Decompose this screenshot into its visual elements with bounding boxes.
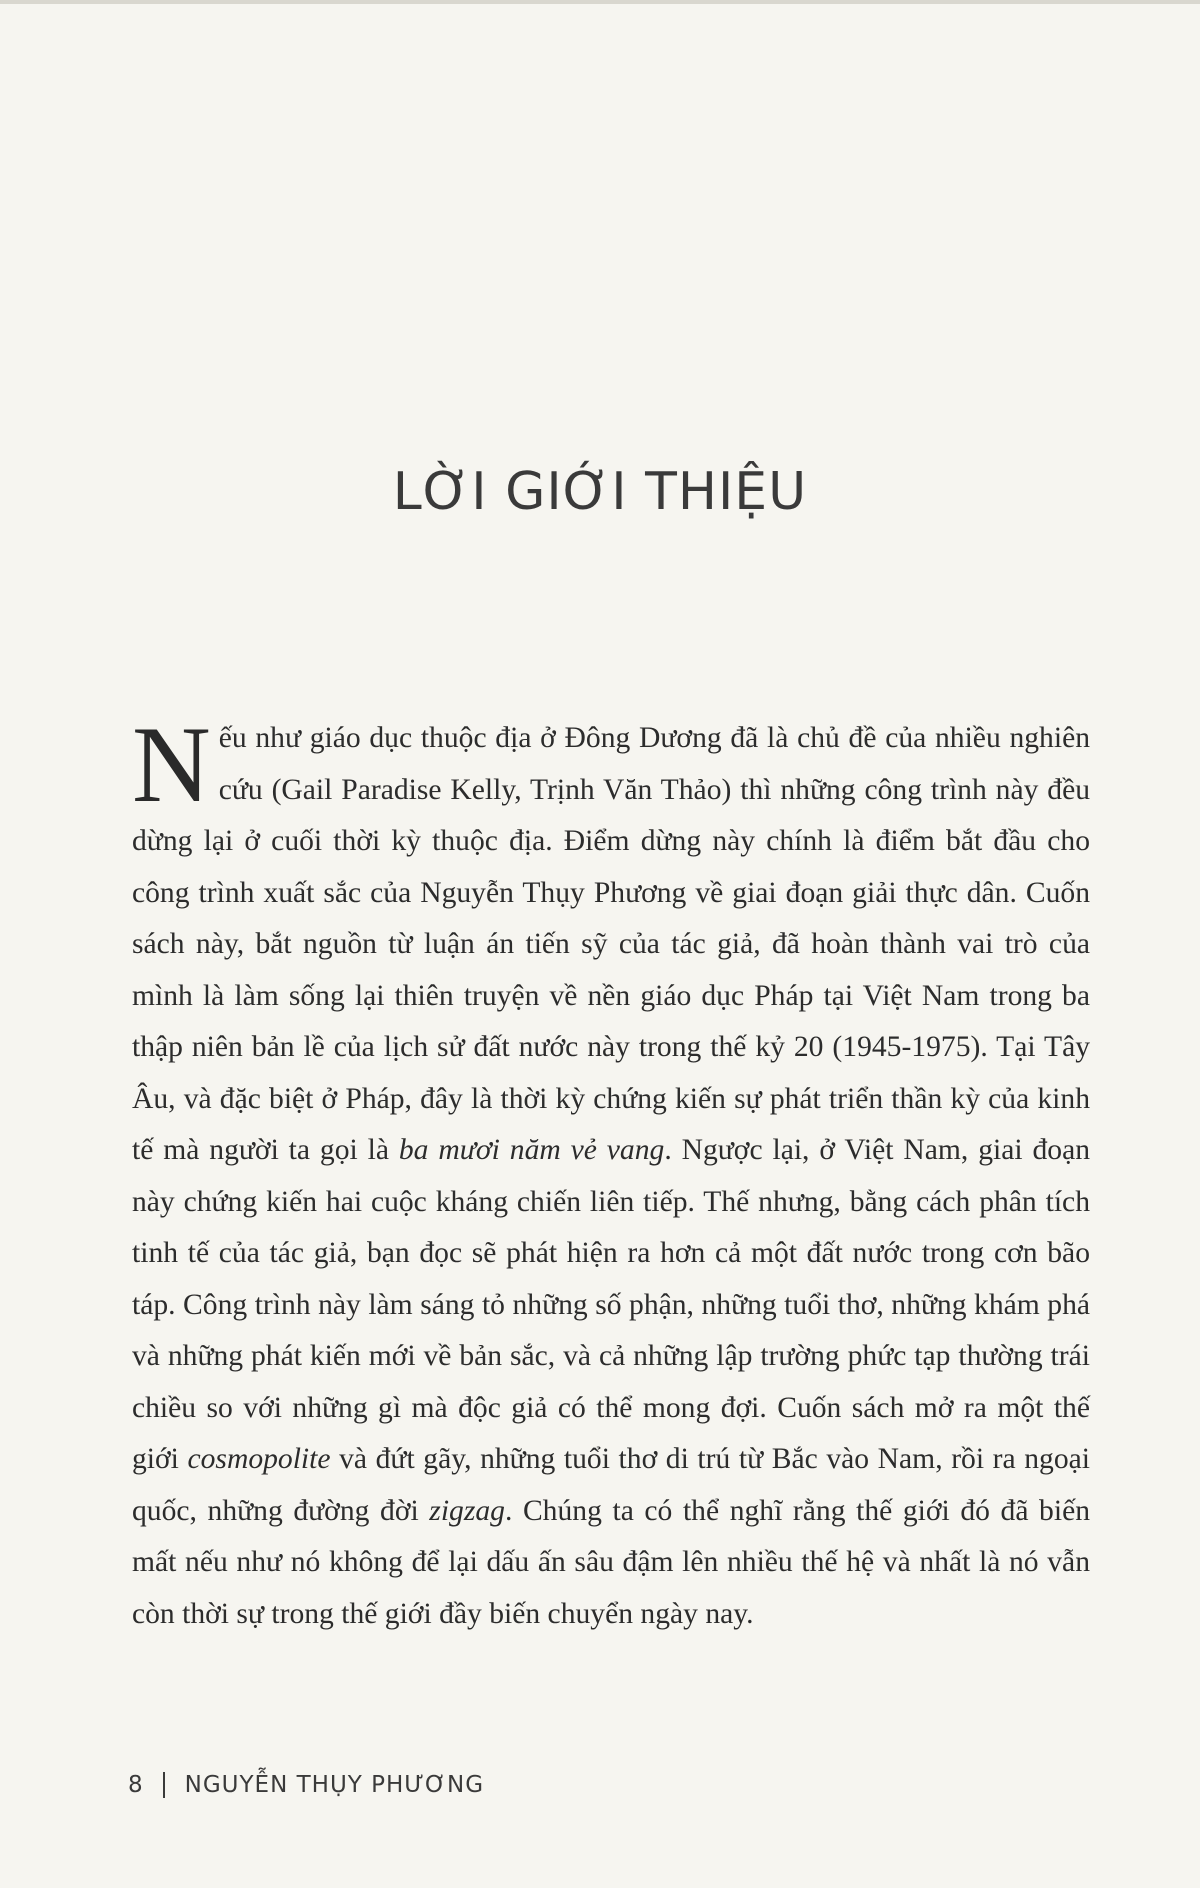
italic-phrase-2: cosmopolite — [187, 1443, 331, 1475]
drop-cap-letter: N — [132, 704, 211, 825]
page-top-edge — [0, 0, 1200, 4]
italic-phrase-1: ba mươi năm vẻ vang — [398, 1134, 665, 1166]
italic-phrase-3: zigzag — [429, 1494, 505, 1527]
paragraph-text-part-3: và đứt gãy, những tuổi thơ di trú từ Bắc vào Nam, rồi ra ngoại quốc, những đường đời — [132, 1443, 1090, 1527]
paragraph-text-part-1: ếu như giáo dục thuộc địa ở Đông Dương đã là chủ đề của nhiều nghiên cứu (Gail Paradise Kelly, Trịnh Văn Thảo) thì những công trình này đều dừng lại ở cuối thời kỳ thuộc địa. Điểm dừng này chính là điểm bắt đầu cho công trình xuất sắc của Nguyễn Thụy Phương về giai đoạn giải thực dân. Cuốn sách này, bắt nguồn từ luận án tiến sỹ của tác giả, đã hoàn thành vai trò của mình là làm sống lại thiên truyện về nền giáo dục Pháp tại Việt Nam trong ba thập niên bản lề của lịch sử đất nước này trong thế kỷ 20 (1945-1975). Tại Tây Âu, và đặc biệt ở Pháp, đây là thời kỳ chứng kiến sự phát triển thần kỳ của kinh tế mà người ta gọi là — [132, 722, 1090, 1166]
intro-paragraph — [132, 704, 1091, 1640]
paragraph-text-part-4: . Chúng ta có thể nghĩ rằng thế giới đó đã biến mất nếu như nó không để lại dấu ấn sâu đậm lên nhiều thế hệ và nhất là nó vẫn còn thời sự trong thế giới đầy biến chuyển ngày nay. — [132, 1494, 1090, 1630]
paragraph-text-part-2: . Ngược lại, ở Việt Nam, giai đoạn này chứng kiến hai cuộc kháng chiến liên tiếp. Thế nhưng, bằng cách phân tích tinh tế của tác giả, bạn đọc sẽ phát hiện ra hơn cả một đất nước trong cơn bão táp. Công trình này làm sáng tỏ những số phận, những tuổi thơ, những khám phá và những phát kiến mới về bản sắc, và cả những lập trường phức tạp thường trái chiều so với những gì mà độc giả có thể mong đợi. Cuốn sách mở ra một thế giới — [132, 1134, 1091, 1475]
page-number: 8 — [128, 1772, 143, 1798]
page-footer — [128, 1768, 484, 1802]
author-name: NGUYỄN THỤY PHƯƠNG — [184, 1772, 485, 1798]
chapter-title: LỜI GIỚI THIỆU — [392, 462, 808, 522]
footer-separator — [163, 1772, 165, 1798]
